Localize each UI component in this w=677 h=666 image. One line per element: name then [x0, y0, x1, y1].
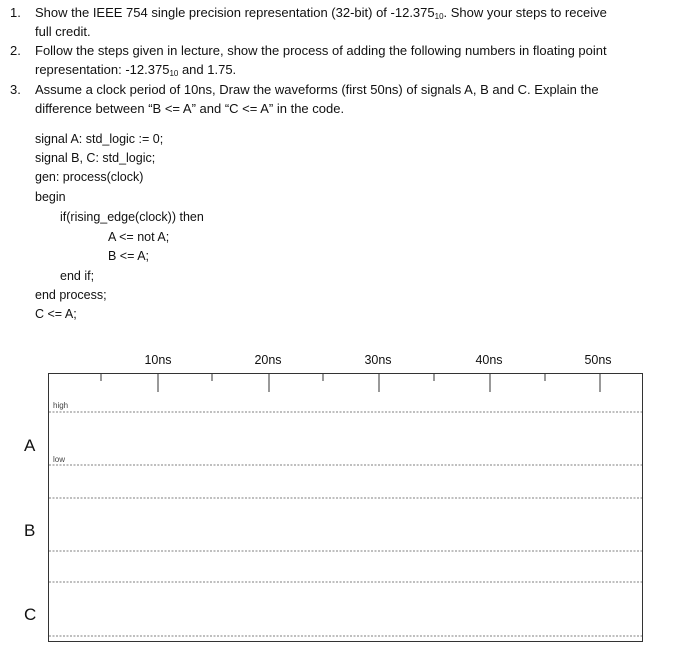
subscript: 10	[169, 69, 179, 78]
signal-label-c: C	[24, 605, 37, 624]
code-line: if(rising_edge(clock)) then	[60, 210, 204, 224]
question-text: difference between “B <= A” and “C <= A” in the code.	[35, 101, 345, 116]
timing-frame	[49, 374, 643, 642]
question-number: 1.	[10, 5, 21, 20]
tick-label-20ns: 20ns	[254, 353, 282, 367]
tick-label-50ns: 50ns	[584, 353, 612, 367]
question-text: full credit.	[35, 24, 91, 39]
tick-label-30ns: 30ns	[364, 353, 392, 367]
signal-label-b: B	[24, 521, 36, 540]
code-line: B <= A;	[108, 249, 150, 263]
level-label-low: low	[53, 455, 66, 464]
question-text: representation: -12.375	[35, 62, 170, 77]
question-text: Follow the steps given in lecture, show the process of adding the following numbers in floating point	[35, 43, 607, 58]
tick-label-40ns: 40ns	[475, 353, 503, 367]
subscript: 10	[434, 12, 444, 21]
question-text: and 1.75.	[178, 62, 237, 77]
tick-label-10ns: 10ns	[144, 353, 172, 367]
question-text: Show the IEEE 754 single precision representation (32-bit) of -12.375	[35, 5, 435, 20]
code-line: begin	[35, 190, 66, 204]
question-number: 3.	[10, 82, 21, 97]
code-line: A <= not A;	[108, 230, 170, 244]
question-text: Assume a clock period of 10ns, Draw the waveforms (first 50ns) of signals A, B and C. Explain the	[35, 82, 599, 97]
code-line: end if;	[60, 269, 95, 283]
code-line: C <= A;	[35, 307, 77, 321]
question-text: . Show your steps to receive	[443, 5, 607, 20]
code-line: signal A: std_logic := 0;	[35, 132, 164, 146]
code-line: gen: process(clock)	[35, 170, 144, 184]
level-label-high: high	[53, 401, 69, 410]
code-line: end process;	[35, 288, 107, 302]
code-line: signal B, C: std_logic;	[35, 151, 156, 165]
signal-label-a: A	[24, 436, 36, 455]
question-number: 2.	[10, 43, 21, 58]
